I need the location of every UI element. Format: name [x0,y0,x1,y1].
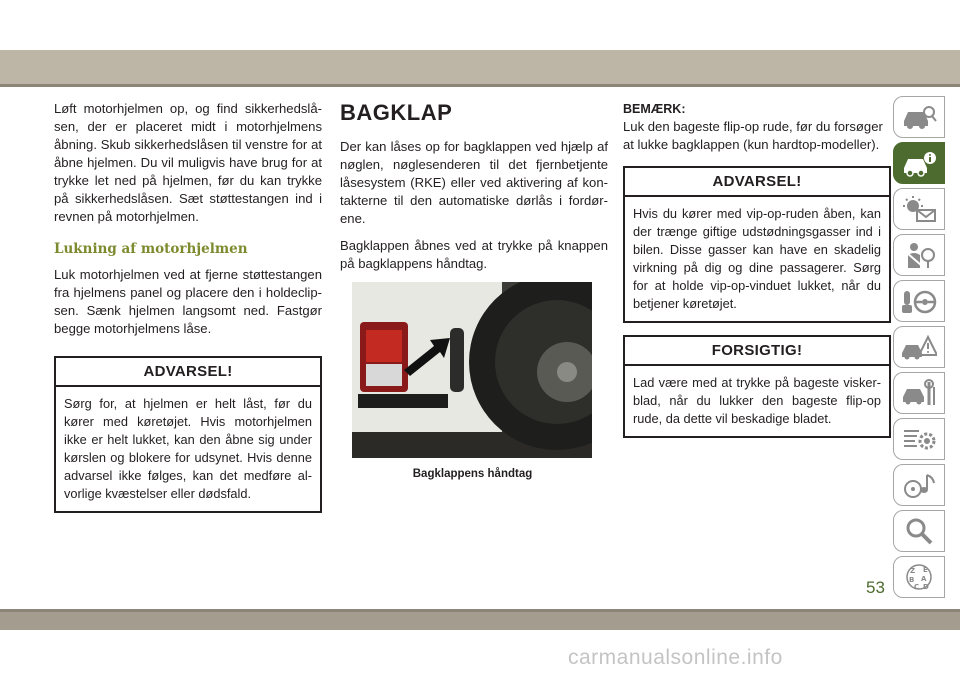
tab-servicing[interactable] [893,372,945,414]
car-search-icon [901,103,937,131]
column-left [54,100,322,513]
warning-box-window [623,166,891,323]
watermark-text: carmanualsonline.info [568,646,783,669]
tab-emergency[interactable] [893,326,945,368]
warning-title: ADVARSEL! [56,358,320,387]
svg-text:E: E [923,566,928,574]
subheading-closing-hood: Lukning af motorhjelmen [54,241,248,257]
tab-specifications[interactable] [893,418,945,460]
svg-text:B: B [909,576,915,584]
chapter-tabs [893,96,945,602]
svg-text:D: D [923,583,929,591]
multimedia-music-icon [901,471,937,499]
note-label: BEMÆRK: [623,102,686,116]
alphabetical-index-icon [901,563,937,591]
tab-car-search[interactable] [893,96,945,138]
header-band [0,50,960,84]
warning-box-hood [54,356,322,513]
caution-box-wiper [623,335,891,438]
photo-caption: Bagklappens håndtag [412,468,533,480]
tab-warning-lights[interactable] [893,188,945,230]
footer-band [0,612,960,630]
section-heading: BAGKLAP [340,100,453,125]
svg-text:C: C [914,583,920,591]
warning-title-window: ADVARSEL! [625,168,889,197]
roadside-emergency-icon [901,333,937,361]
header-rule [0,84,960,87]
caution-text: Lad være med at trykke på bageste viskerblad, når du lukker den bageste flip-op rude, da dette vil beskadige bladet. [633,375,881,426]
tab-car-info[interactable] [893,142,945,184]
tab-multimedia[interactable] [893,464,945,506]
page-number: 53 [866,578,885,597]
svg-text:A: A [921,575,927,583]
tailgate-handle-illustration [352,282,592,458]
unlock-paragraph: Der kan låses op for bagklappen ved hjælp af nøglen, nøglesenderen til det fjernbetjente låsesystem (RKE) eller ved aktivering af kontakterne til den automatiske dørlås i fordørene. [340,139,608,226]
note-text: Luk den bageste flip-op rude, før du forsøger at lukke bagklappen (kun hardtop-modeller). [623,119,883,152]
column-middle [340,100,608,483]
tailgate-handle-photo [352,282,592,458]
steering-wheel-key-icon [901,287,937,315]
tab-starting-operating[interactable] [893,280,945,322]
warning-light-message-icon [901,195,937,223]
intro-paragraph: Løft motorhjelmen op, og find sikkerhedslåsen, der er placeret midt i motorhjelmens åbning. Skub sikkerhedslåsen til venstre for at åbne hjelmen. Du vil muligvis have brug for at trykke let ned på hjelmen, før du kan trykke på sikkerhedslåsen. Sæt støttestangen ind i revnen på motorhjelmen. [54,101,322,224]
tab-safety[interactable] [893,234,945,276]
specifications-gear-icon [901,425,937,453]
caution-title: FORSIGTIG! [625,337,889,366]
search-magnifier-icon [901,517,937,545]
open-paragraph: Bagklappen åbnes ved at trykke på knappen på bagklappens håndtag. [340,238,608,271]
svg-text:Z: Z [910,567,916,575]
seatbelt-airbag-icon [901,241,937,269]
tab-search[interactable] [893,510,945,552]
tab-index[interactable] [893,556,945,598]
closing-paragraph: Luk motorhjelmen ved at fjerne støttestangen fra hjelmens panel og placere den i holdeclipsen. Sænk hjelmen langsomt ned. Fastgør begge motorhjelmens låse. [54,267,322,336]
car-info-icon [901,149,937,177]
column-right [623,100,891,438]
warning-text-window: Hvis du kører med vip-op-ruden åben, kan der trænge giftige udstødningsgasser ind i bilen. Disse gasser kan have en skadelig virkning på dig og dine passagerer. Sørg for at holde vip-op-vinduet lukket, når du betjener køretøjet. [633,206,881,311]
warning-text: Sørg for, at hjelmen er helt låst, før du kører med køretøjet. Hvis motorhjelmen ikke er helt lukket, kan den åbne sig under kørslen og blokere for udsynet. Hvis denne advarsel ikke følges, kan det medføre alvorlige kvæstelser eller dødsfald. [64,396,312,501]
car-service-tools-icon [901,379,937,407]
